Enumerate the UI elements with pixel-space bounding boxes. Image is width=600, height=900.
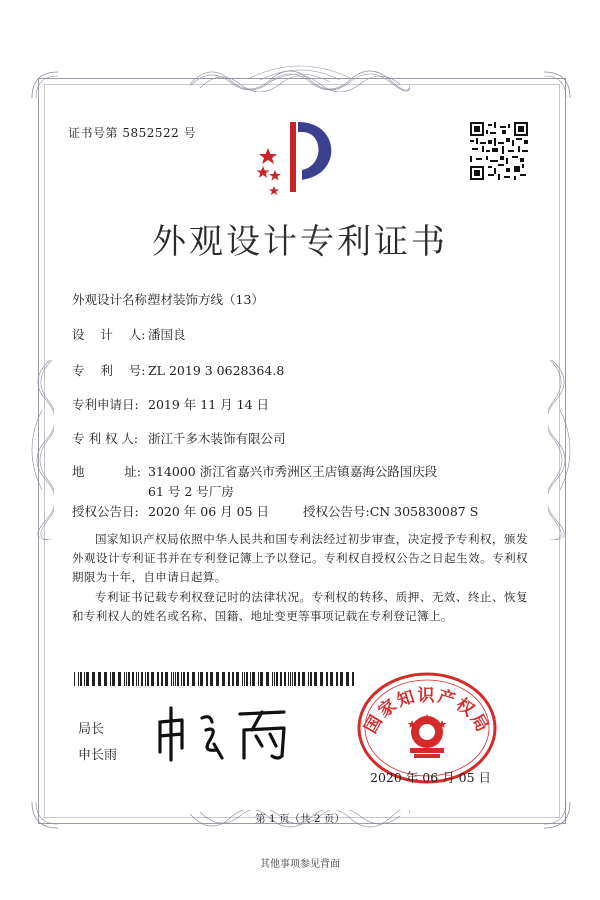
barcode-bar xyxy=(252,672,255,686)
field-patent-number xyxy=(72,362,284,380)
field-value: 潘国良 xyxy=(148,327,186,342)
right-guilloche-ornament xyxy=(548,360,578,540)
qr-code[interactable] xyxy=(470,122,528,180)
field-design-name xyxy=(72,291,264,309)
barcode-bar xyxy=(246,672,248,686)
barcode-bar xyxy=(200,672,203,686)
director-title: 局长 xyxy=(78,722,105,737)
barcode-bar xyxy=(302,672,305,686)
field-application-date xyxy=(72,396,269,414)
barcode xyxy=(74,672,356,686)
barcode-bar xyxy=(274,672,275,686)
barcode-bar xyxy=(258,672,259,686)
barcode-bar xyxy=(330,672,333,686)
legal-paragraph-2: 专利证书记载专利权登记时的法律状况。专利权的转移、质押、无效、终止、恢复和专利权人的姓名或名称、国籍、地址变更等事项记载在专利登记簿上。 xyxy=(72,590,528,623)
barcode-bar xyxy=(336,672,338,686)
barcode-bar xyxy=(266,672,269,686)
barcode-bar xyxy=(192,672,195,686)
barcode-bar xyxy=(181,672,182,686)
barcode-bar xyxy=(326,672,328,686)
barcode-bar xyxy=(216,672,219,686)
field-label: 专 利 号: xyxy=(72,363,146,378)
field-label: 外观设计名称: xyxy=(72,292,152,307)
barcode-bar xyxy=(80,672,82,686)
certificate-number-label: 证书号第 xyxy=(68,126,119,140)
field-label: 专利申请日: xyxy=(72,397,139,412)
barcode-bar xyxy=(346,672,349,686)
barcode-bar xyxy=(236,672,239,686)
grant-number-label: 授权公告号: xyxy=(302,504,370,519)
barcode-bar xyxy=(98,672,101,686)
field-value: 浙江千多木装饰有限公司 xyxy=(148,431,286,446)
certificate-number xyxy=(68,124,196,141)
certificate-title: 外观设计专利证书 xyxy=(152,222,448,262)
barcode-bar xyxy=(161,672,163,686)
barcode-bar xyxy=(187,672,189,686)
barcode-bar xyxy=(84,672,85,686)
barcode-bar xyxy=(110,672,111,686)
barcode-bar xyxy=(112,672,115,686)
barcode-bar xyxy=(292,672,293,686)
page-number: 第 1 页（共 2 页） xyxy=(255,813,345,825)
director-name: 申长雨 xyxy=(78,748,118,763)
barcode-bar xyxy=(141,672,143,686)
left-guilloche-ornament xyxy=(24,360,54,540)
barcode-bar xyxy=(74,672,75,686)
barcode-bar xyxy=(314,672,317,686)
field-value: ZL 2019 3 0628364.8 xyxy=(148,363,285,378)
grant-date-label: 授权公告日: xyxy=(72,504,139,519)
barcode-bar xyxy=(136,672,137,686)
field-label: 专 利 权 人: xyxy=(72,431,139,446)
director-signature xyxy=(152,700,312,764)
certificate-number-suffix: 号 xyxy=(183,126,197,140)
barcode-bar xyxy=(165,672,168,686)
barcode-bar xyxy=(126,672,127,686)
barcode-bar xyxy=(298,672,300,686)
barcode-bar xyxy=(173,672,174,686)
barcode-bar xyxy=(157,672,159,686)
cnipa-emblem-icon xyxy=(238,108,358,198)
field-value: 2019 年 11 月 14 日 xyxy=(148,397,269,412)
barcode-bar xyxy=(171,672,172,686)
barcode-bar xyxy=(308,672,309,686)
field-value: 314000 浙江省嘉兴市秀洲区王店镇嘉海公路国庆段 61 号 2 号厂房 xyxy=(148,464,438,499)
top-guilloche-ornament xyxy=(190,58,410,92)
barcode-bar xyxy=(310,672,312,686)
barcode-bar xyxy=(198,672,199,686)
field-patentee xyxy=(72,430,286,448)
grant-date-value: 2020 年 06 月 05 日 xyxy=(148,504,269,519)
grant-number-value: CN 305830087 S xyxy=(369,504,479,519)
barcode-bar xyxy=(290,672,291,686)
barcode-bar xyxy=(151,672,154,686)
barcode-bar xyxy=(147,672,149,686)
barcode-bar xyxy=(250,672,251,686)
barcode-bar xyxy=(86,672,89,686)
certificate-number-value: 5852522 xyxy=(122,126,180,140)
barcode-bar xyxy=(228,672,230,686)
barcode-bar xyxy=(118,672,121,686)
barcode-bar xyxy=(175,672,176,686)
barcode-bar xyxy=(210,672,213,686)
field-designer xyxy=(72,326,186,344)
barcode-bar xyxy=(222,672,225,686)
barcode-bar xyxy=(132,672,134,686)
barcode-bar xyxy=(284,672,286,686)
barcode-bar xyxy=(260,672,263,686)
barcode-bar xyxy=(92,672,95,686)
barcode-bar xyxy=(244,672,245,686)
barcode-bar xyxy=(280,672,282,686)
field-label: 地 址: xyxy=(72,464,141,479)
seal-date: 2020 年 06 月 05 日 xyxy=(370,770,491,785)
field-label: 设 计 人: xyxy=(72,327,146,342)
barcode-bar xyxy=(138,672,139,686)
barcode-bar xyxy=(272,672,273,686)
barcode-bar xyxy=(206,672,208,686)
corner-ornament-tr xyxy=(542,70,572,100)
barcode-bar xyxy=(288,672,289,686)
barcode-bar xyxy=(294,672,296,686)
barcode-bar xyxy=(124,672,125,686)
barcode-bar xyxy=(320,672,323,686)
barcode-bar xyxy=(232,672,234,686)
barcode-bar xyxy=(128,672,130,686)
barcode-bar xyxy=(78,672,79,686)
field-grant-info xyxy=(72,503,478,521)
footer-note: 其他事项参见背面 xyxy=(260,859,340,870)
barcode-bar xyxy=(242,672,243,686)
corner-ornament-tl xyxy=(30,70,60,100)
barcode-bar xyxy=(340,672,343,686)
legal-paragraph-1: 国家知识产权局依照中华人民共和国专利法经过初步审查，决定授予专利权，颁发外观设计专利证书并在专利登记簿上予以登记。专利权自授权公告之日起生效。专利权期限为十年，自申请日起算。 xyxy=(72,532,528,584)
seal-text: 国家知识产权局 xyxy=(360,685,494,738)
barcode-bar xyxy=(104,672,107,686)
barcode-bar xyxy=(276,672,278,686)
barcode-bar xyxy=(177,672,179,686)
barcode-bar xyxy=(183,672,185,686)
barcode-bar xyxy=(145,672,146,686)
field-value: 塑材装饰方线（13） xyxy=(148,292,264,307)
